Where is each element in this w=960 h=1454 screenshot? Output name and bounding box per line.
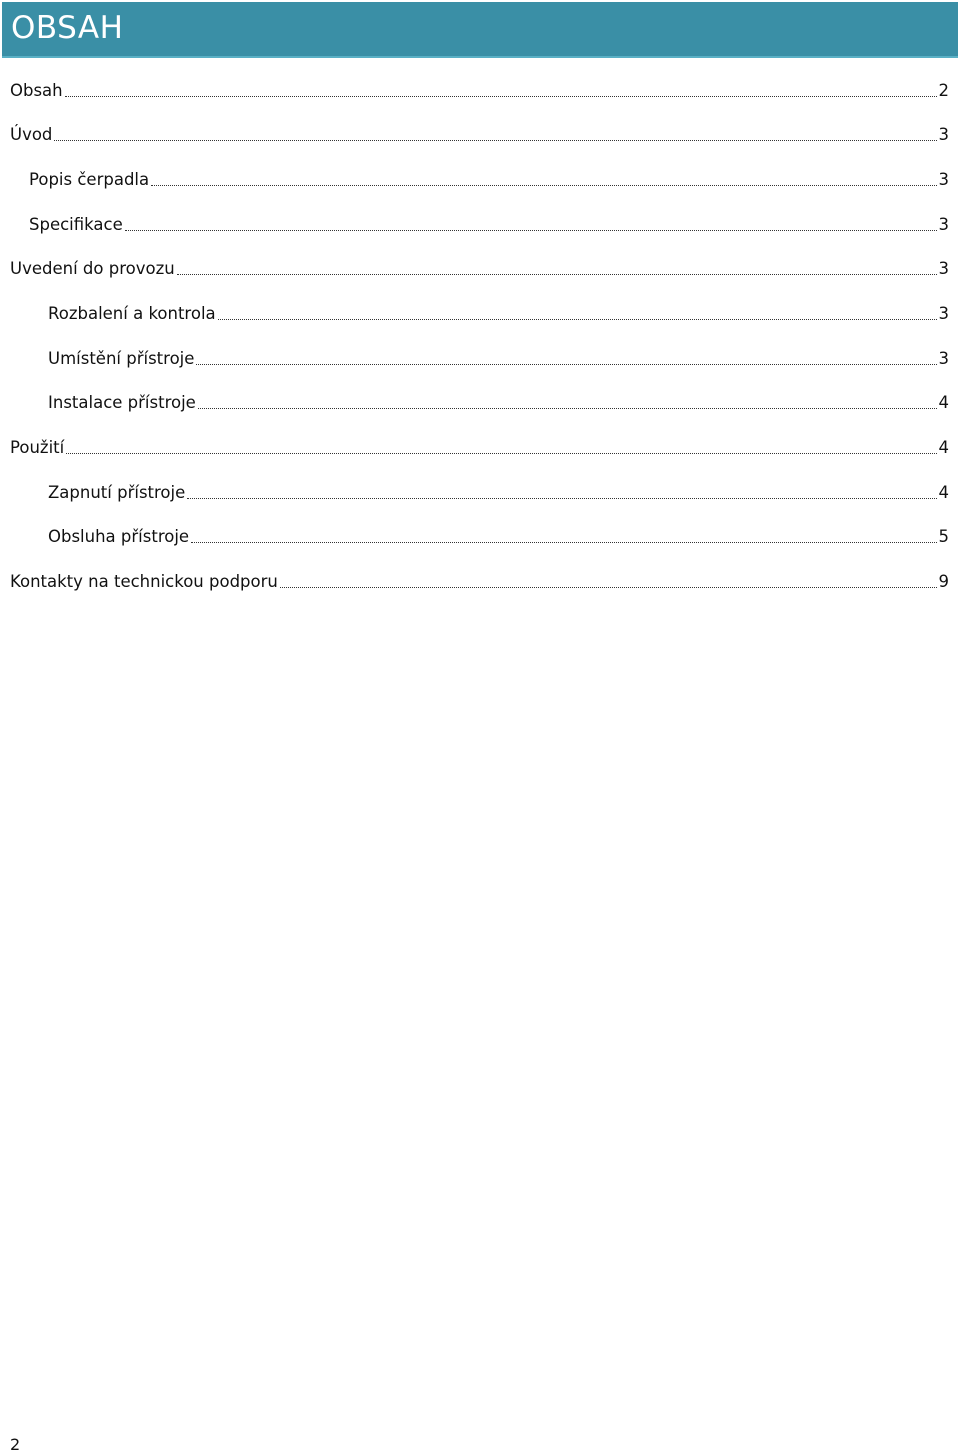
toc-entry-zapnuti-pristroje[interactable] [48, 480, 949, 504]
toc-entry-umisteni-pristroje[interactable] [48, 346, 949, 370]
toc-entry-page: 3 [938, 170, 949, 189]
toc-entry-title: Umístění přístroje [48, 349, 195, 368]
toc-entry-title: Uvedení do provozu [10, 259, 175, 278]
toc-entry-page: 3 [938, 125, 949, 144]
toc-entry-popis-cerpadla[interactable] [29, 167, 949, 191]
toc-entry-title: Zapnutí přístroje [48, 483, 186, 502]
toc-entry-title: Úvod [10, 125, 53, 144]
toc-entry-page: 3 [938, 304, 949, 323]
dot-leader [191, 542, 936, 543]
dot-leader [151, 185, 936, 186]
toc-entry-instalace-pristroje[interactable] [48, 390, 949, 414]
dot-leader [280, 587, 937, 588]
toc-entry-page: 4 [938, 483, 949, 502]
dot-leader [177, 274, 937, 275]
toc-entry-title: Specifikace [29, 215, 123, 234]
dot-leader [125, 230, 937, 231]
toc-entry-page: 2 [938, 81, 949, 100]
dot-leader [187, 498, 936, 499]
toc-entry-specifikace[interactable] [29, 212, 949, 236]
toc-entry-title: Rozbalení a kontrola [48, 304, 216, 323]
toc-entry-title: Instalace přístroje [48, 393, 196, 412]
dot-leader [198, 408, 937, 409]
section-header-bar [2, 2, 958, 58]
dot-leader [65, 96, 937, 97]
toc-entry-uvod[interactable] [10, 122, 949, 146]
toc-entry-page: 3 [938, 259, 949, 278]
toc-entry-title: Obsah [10, 81, 63, 100]
toc-entry-page: 9 [938, 572, 949, 591]
toc-entry-page: 4 [938, 393, 949, 412]
toc-entry-uvedeni-do-provozu[interactable] [10, 256, 949, 280]
toc-entry-title: Obsluha přístroje [48, 527, 190, 546]
toc-entry-rozbaleni-a-kontrola[interactable] [48, 301, 949, 325]
dot-leader [66, 453, 936, 454]
section-title: OBSAH [11, 10, 124, 46]
dot-leader [54, 140, 936, 141]
toc-entry-obsah[interactable] [10, 78, 949, 102]
toc-entry-title: Použití [10, 438, 65, 457]
page-number: 2 [10, 1435, 21, 1454]
toc-entry-title: Popis čerpadla [29, 170, 150, 189]
toc-entry-page: 5 [938, 527, 949, 546]
dot-leader [218, 319, 937, 320]
dot-leader [196, 364, 936, 365]
toc-entry-title: Kontakty na technickou podporu [10, 572, 278, 591]
toc-entry-kontakty[interactable] [10, 569, 949, 593]
toc-entry-obsluha-pristroje[interactable] [48, 524, 949, 548]
toc-entry-page: 3 [938, 349, 949, 368]
toc-entry-page: 4 [938, 438, 949, 457]
toc-entry-page: 3 [938, 215, 949, 234]
toc-entry-pouziti[interactable] [10, 435, 949, 459]
